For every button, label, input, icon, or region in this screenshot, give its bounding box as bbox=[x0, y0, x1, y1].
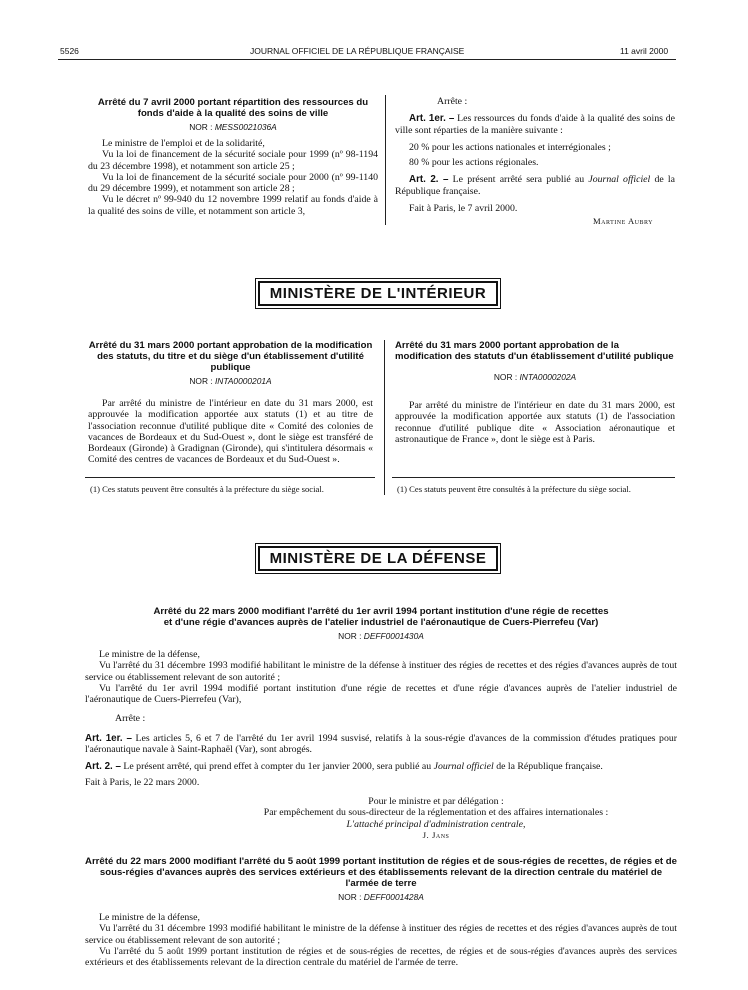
decree-3-title: Arrêté du 31 mars 2000 portant approbation de la modification des statuts d'un établissement d'utilité publique bbox=[395, 340, 674, 362]
footnote-rule bbox=[85, 477, 375, 478]
decree-2-nor: NOR : INTA0000201A bbox=[189, 376, 272, 386]
visa: Vu l'arrêté du 1er avril 1994 modifié portant institution d'une régie de recettes et d'une régie d'avances auprès de l'atelier industriel de l'aéronautique de Cuers-Pierrefeu (Var), bbox=[85, 682, 677, 706]
arrete-label: Arrête : bbox=[437, 96, 468, 107]
visa: Le ministre de la défense, bbox=[99, 912, 200, 923]
footnote-rule bbox=[392, 477, 675, 478]
decree-2 bbox=[88, 340, 373, 466]
journal-title: JOURNAL OFFICIEL DE LA RÉPUBLIQUE FRANÇAISE bbox=[250, 46, 465, 56]
visa: Le ministre de l'emploi et de la solidarité, bbox=[102, 138, 265, 149]
decree-4-title: Arrêté du 22 mars 2000 modifiant l'arrêté du 1er avril 1994 portant institution d'une régie de recettes et d'une régie d'avances auprès de l'atelier industriel de l'aéronautique de Cuers-Pierrefeu (Var) bbox=[153, 606, 609, 628]
decree-1-nor: NOR : MESS0021036A bbox=[189, 122, 277, 132]
decree-2-body: Par arrêté du ministre de l'intérieur en date du 31 mars 2000, est approuvée la modification apportée aux statuts (1) et au titre de l'association reconnue d'utilité publique dite « Comité des colonies de vacances de Bordeaux et du Sud-Ouest », dont le siège est transféré de Bordeaux (Gironde) à Gradignan (Gironde), qui s'intitulera désormais « Comité des centres de vacances de Bordeaux et du Sud-Ouest ». bbox=[88, 398, 373, 466]
decree-1-right bbox=[395, 96, 675, 228]
decree-4-body bbox=[85, 649, 677, 788]
arrete-label: Arrête : bbox=[115, 713, 146, 725]
decree-3-body: Par arrêté du ministre de l'intérieur en date du 31 mars 2000, est approuvée la modification apportée aux statuts (1) de l'association reconnue d'utilité publique dite « Association aéronautique et astronautique de France », dont le siège est à Paris. bbox=[395, 400, 675, 445]
page-number: 5526 bbox=[60, 46, 79, 56]
visa: Vu l'arrêté du 5 août 1999 portant institution de régies et de sous-régies de recettes, de régies et de sous-régies d'avances auprès des services extérieurs et des établissements relevant de la direction centrale du matériel de l'armée de terre. bbox=[85, 945, 677, 969]
decree-4 bbox=[85, 606, 677, 841]
decree-5-nor: NOR : DEFF0001428A bbox=[338, 892, 424, 902]
decree-1-title: Arrêté du 7 avril 2000 portant répartition des ressources du fonds d'aide à la qualité des soins de ville bbox=[97, 97, 369, 119]
column-divider bbox=[384, 340, 385, 495]
decree-3-nor: NOR : INTA0000202A bbox=[493, 372, 577, 382]
column-divider bbox=[385, 95, 386, 225]
decree-2-footnote: (1) Ces statuts peuvent être consultés à la préfecture du siège social. bbox=[90, 484, 324, 494]
article-1: Art. 1er. – Les articles 5, 6 et 7 de l'arrêté du 1er avril 1994 susvisé, relatifs à la sous-régie d'avances de la commission d'études pratiques pour l'aéronautique navale à Saint-Raphaël (Var), sont abrogés. bbox=[85, 732, 678, 756]
decree-1-visas bbox=[88, 138, 378, 217]
issue-date: 11 avril 2000 bbox=[620, 46, 669, 56]
list-item: 20 % pour les actions nationales et interrégionales ; bbox=[409, 141, 611, 153]
visa: Vu l'arrêté du 31 décembre 1993 modifié habilitant le ministre de la défense à instituer des régies de recettes et des régies d'avances auprès de tout service ou établissement relevant de son autorité ; bbox=[85, 923, 677, 946]
decree-3 bbox=[395, 340, 675, 445]
visa: Le ministre de la défense, bbox=[99, 649, 200, 660]
article-1: Art. 1er. – Les ressources du fonds d'aide à la qualité des soins de ville sont réparties de la manière suivante : bbox=[395, 113, 675, 136]
decree-1-left bbox=[88, 97, 378, 217]
decree-3-footnote: (1) Ces statuts peuvent être consultés à la préfecture du siège social. bbox=[397, 484, 631, 494]
decree-5-title: Arrêté du 22 mars 2000 modifiant l'arrêté du 5 août 1999 portant institution de régies et de sous-régies de recettes, de régies et de sous-régies d'avances auprès des services extérieurs et des établissements relevant de la direction centrale du matériel de l'armée de terre bbox=[85, 856, 677, 889]
decree-5 bbox=[85, 856, 677, 968]
signature: Martine Aubry bbox=[593, 216, 653, 227]
visa: Vu la loi de financement de la sécurité sociale pour 1999 (nº 98-1194 du 23 décembre 1998), et notamment son article 25 ; bbox=[88, 149, 378, 172]
decree-2-title: Arrêté du 31 mars 2000 portant approbation de la modification des statuts, du titre et du siège d'un établissement d'utilité publique bbox=[88, 340, 373, 373]
signing-place-date: Fait à Paris, le 7 avril 2000. bbox=[409, 203, 518, 215]
signing-place-date: Fait à Paris, le 22 mars 2000. bbox=[85, 776, 200, 788]
article-2: Art. 2. – Le présent arrêté sera publié au Journal officiel de la République française. bbox=[395, 174, 675, 197]
article-2: Art. 2. – Le présent arrêté, qui prend effet à compter du 1er janvier 2000, sera publié au Journal officiel de la République française. bbox=[85, 761, 603, 773]
visa: Vu la loi de financement de la sécurité sociale pour 2000 (nº 99-1140 du 29 décembre 1999), et notamment son article 28 ; bbox=[88, 171, 378, 195]
ministry-heading-interior: MINISTÈRE DE L'INTÉRIEUR bbox=[258, 281, 498, 306]
decree-4-signature: Pour le ministre et par délégation : Par empêchement du sous-directeur de la réglementation et des affaires internationales : L'attaché principal d'administration centrale, J. Jans bbox=[263, 795, 609, 840]
decree-4-nor: NOR : DEFF0001430A bbox=[338, 631, 424, 641]
visa: Vu l'arrêté du 31 décembre 1993 modifié habilitant le ministre de la défense à instituer des régies de recettes et des régies d'avances auprès de tout service ou établissement relevant de son autorité ; bbox=[85, 660, 677, 683]
visa: Vu le décret nº 99-940 du 12 novembre 1999 relatif au fonds d'aide à la qualité des soins de ville, et notamment son article 3, bbox=[88, 194, 378, 217]
ministry-heading-defense: MINISTÈRE DE LA DÉFENSE bbox=[258, 546, 498, 571]
header-rule bbox=[58, 59, 676, 60]
decree-5-body bbox=[85, 912, 677, 968]
list-item: 80 % pour les actions régionales. bbox=[409, 157, 539, 169]
